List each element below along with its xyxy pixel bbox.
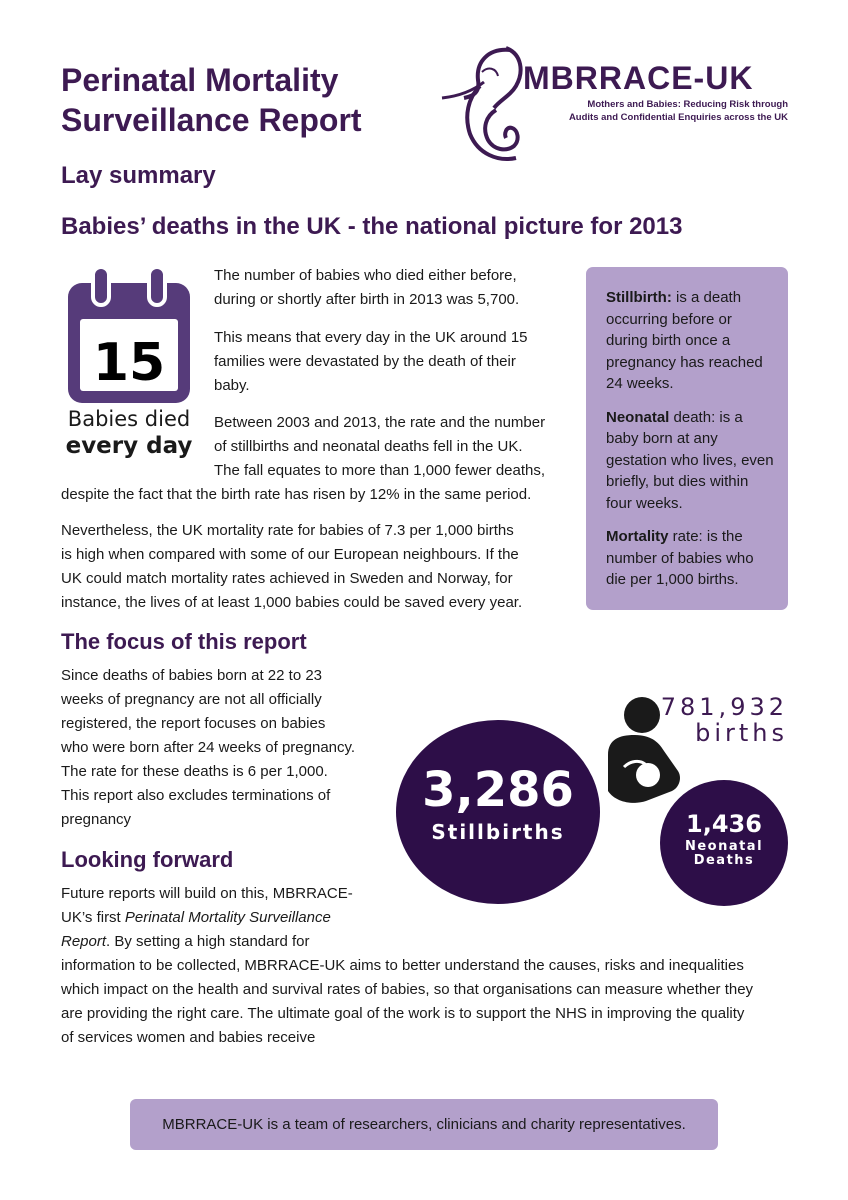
stillbirths-circle — [396, 720, 600, 904]
intro-para-2 — [214, 326, 574, 398]
stillbirths-number: 3,286 — [422, 762, 574, 818]
focus-heading: The focus of this report — [61, 629, 307, 654]
logo-tagline-line-1: Mothers and Babies: Reducing Risk through — [587, 99, 788, 110]
focus-line: Since deaths of babies born at 22 to 23 — [61, 667, 323, 684]
intro-para-4 — [61, 519, 581, 615]
focus-text — [61, 664, 391, 832]
calendar-label-2: every day — [65, 433, 193, 459]
forward-line: information to be collected, MBRRACE-UK aims to better understand the causes, risks and inequalities — [61, 957, 744, 974]
report-title — [61, 60, 421, 140]
definition-text: rate: is the number of babies who die per 1,000 births. — [606, 528, 754, 588]
definition-mortality — [606, 526, 776, 591]
births-number: 781,932 — [660, 693, 788, 721]
neonatal-label-1: Neonatal — [684, 839, 764, 854]
intro-text: instance, the lives of at least 1,000 babies could be saved every year. — [61, 594, 523, 611]
focus-line: weeks of pregnancy are not all officially — [61, 691, 322, 708]
intro-para-3-cont: despite the fact that the birth rate has risen by 12% in the same period. — [61, 486, 532, 503]
forward-line: . By setting a high standard for — [106, 933, 310, 950]
intro-text: is high when compared with some of our European neighbours. If the — [61, 546, 519, 563]
definition-term: Neonatal — [606, 408, 670, 426]
lay-summary-heading: Lay summary — [61, 162, 216, 189]
intro-text: UK could match mortality rates achieved in Sweden and Norway, for — [61, 570, 513, 587]
intro-text: baby. — [214, 377, 250, 394]
intro-text: of stillbirths and neonatal deaths fell in the UK. — [214, 438, 523, 455]
intro-text: The number of babies who died either before, — [214, 267, 517, 284]
intro-para-3 — [214, 411, 574, 483]
looking-forward-text — [61, 882, 791, 1050]
neonatal-number: 1,436 — [686, 810, 762, 838]
intro-text: during or shortly after birth in 2013 was 5,700. — [214, 291, 520, 308]
stillbirths-label: Stillbirths — [431, 820, 565, 844]
focus-line: who were born after 24 weeks of pregnancy. — [61, 739, 356, 756]
focus-line: The rate for these deaths is 6 per 1,000. — [61, 763, 328, 780]
logo-name: MBRRACE-UK — [523, 60, 754, 96]
neonatal-label — [660, 840, 788, 868]
births-stat — [600, 694, 788, 746]
forward-emphasis: Perinatal Mortality Surveillance — [124, 909, 331, 926]
calendar-label-1: Babies died — [67, 407, 191, 431]
intro-text: Nevertheless, the UK mortality rate for babies of 7.3 per 1,000 births — [61, 522, 514, 539]
forward-line: Future reports will build on this, MBRRACE- — [61, 885, 353, 902]
forward-line: UK’s first — [61, 909, 125, 926]
focus-line: This report also excludes terminations of — [61, 787, 331, 804]
calendar-number: 15 — [92, 333, 166, 393]
focus-line: pregnancy — [61, 811, 132, 828]
intro-text: This means that every day in the UK around 15 — [214, 329, 528, 346]
definition-text: death: is a baby born at any gestation who lives, even briefly, but dies within four weeks. — [606, 408, 774, 512]
looking-forward-heading: Looking forward — [61, 847, 234, 872]
forward-emphasis: Report — [61, 933, 107, 950]
intro-para-1 — [214, 264, 574, 312]
footer-banner: MBRRACE-UK is a team of researchers, clinicians and charity representatives. — [130, 1099, 718, 1150]
focus-line: registered, the report focuses on babies — [61, 715, 326, 732]
intro-text: The fall equates to more than 1,000 fewer deaths, — [214, 462, 546, 479]
title-line-1: Perinatal Mortality — [61, 62, 339, 98]
definition-text: is a death occurring before or during birth once a pregnancy has reached 24 weeks. — [606, 289, 763, 392]
calendar-icon — [66, 265, 192, 405]
forward-line: are providing the right care. The ultimate goal of the work is to support the NHS in improving the quality — [61, 1005, 745, 1022]
definition-term: Mortality — [606, 528, 669, 545]
section-heading: Babies’ deaths in the UK - the national picture for 2013 — [61, 213, 683, 240]
definition-stillbirth — [606, 287, 776, 395]
definitions-box — [586, 267, 788, 610]
forward-line: which impact on the health and survival rates of babies, so that organisations can measure whether they — [61, 981, 754, 998]
neonatal-label-2: Deaths — [693, 853, 755, 868]
definition-term: Stillbirth: — [606, 289, 672, 306]
intro-text: families were devastated by the death of their — [214, 353, 516, 370]
definition-neonatal — [606, 407, 776, 515]
forward-line: of services women and babies receive — [61, 1029, 316, 1046]
logo-tagline — [500, 98, 788, 124]
logo-tagline-line-2: Audits and Confidential Enquiries across the UK — [568, 112, 788, 123]
births-label: births — [695, 719, 788, 747]
intro-text: Between 2003 and 2013, the rate and the number — [214, 414, 546, 431]
title-line-2: Surveillance Report — [61, 102, 362, 138]
